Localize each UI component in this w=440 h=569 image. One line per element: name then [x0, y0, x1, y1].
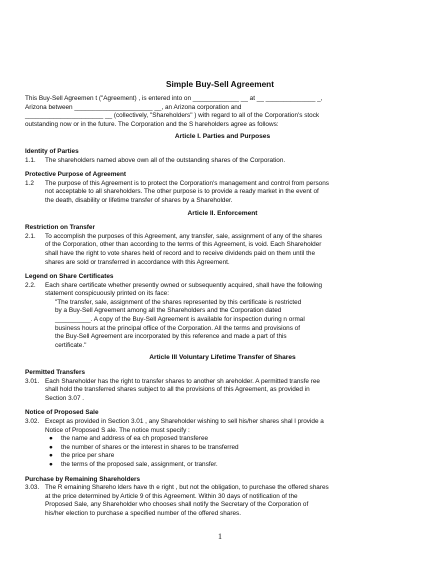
article-1-heading: Article I. Parties and Purposes	[174, 133, 271, 141]
intro-line: outstanding now or in the future. The Corporation and the S hareholders agree as follows:	[25, 120, 279, 128]
clause-text: Each Shareholder has the right to transfer shares to another sh areholder. A permitted transfe ree	[45, 377, 320, 385]
clause-number: 2.1.	[25, 232, 36, 240]
certificate-legend-quote: business hours at the principal office of the Corporation. All the terms and provisions of	[55, 324, 300, 332]
list-item-text: the terms of the proposed sale, assignment, or transfer.	[61, 460, 218, 468]
intro-line: This Buy-Sell Agreemen t ("Agreement) , is entered into on _____________ __ at __ ______________ _,	[25, 95, 323, 102]
bullet-icon: ●	[49, 435, 53, 443]
clause-text: shares are sold or transferred in accordance with this Agreement.	[45, 258, 230, 266]
clause-1-2	[25, 180, 420, 189]
clause-text: Proposed Sale, any Shareholder who chooses shall notify the Secretary of the Corporation of	[45, 501, 309, 509]
section-heading-protective: Protective Purpose of Agreement	[25, 171, 126, 179]
intro-line: ______________________ __ (collectively, "Shareholders" ) with regard to all of the Corporation's stock	[25, 112, 320, 120]
clause-number: 2.2.	[25, 281, 36, 289]
list-item-text: the name and address of ea ch proposed transferee	[61, 435, 209, 443]
clause-text: shall have the right to vote shares held of record and to receive dividends paid on them until the	[45, 249, 315, 257]
clause-2-1	[25, 233, 420, 242]
bullet-icon: ●	[49, 452, 53, 460]
certificate-legend-quote: "The transfer, sale, assignment of the shares represented by this certificate is restricted	[55, 298, 302, 306]
section-heading-purchase: Purchase by Remaining Shareholders	[25, 475, 141, 483]
clause-text: the death, disability or lifetime transfer of shares by a Shareholder.	[45, 196, 233, 204]
list-item	[25, 452, 420, 461]
bullet-icon: ●	[49, 443, 53, 451]
section-heading-notice: Notice of Proposed Sale	[25, 409, 99, 417]
clause-text: not acceptable to all shareholders. The other purpose is to provide a ready market in the event of	[45, 188, 319, 196]
clause-number: 3.01.	[25, 377, 40, 385]
clause-text: at the price determined by Article 9 of this Agreement. Within 30 days of notification of the	[45, 492, 298, 500]
document-title: Simple Buy-Sell Agreement	[165, 79, 275, 89]
certificate-legend-quote: __________. A copy of the Buy-Sell Agreement is available for inspection during n ormal	[55, 316, 305, 324]
page-number: 1	[218, 532, 222, 541]
intro-line: Arizona between ______________________ __, an Arizona corporation and	[25, 103, 242, 111]
clause-text: The purpose of this Agreement is to protect the Corporation's management and control from persons	[45, 179, 329, 187]
list-item	[25, 461, 420, 470]
list-item	[25, 444, 420, 453]
section-heading-legend: Legend on Share Certificates	[25, 273, 114, 281]
clause-text: Each share certificate whether presently owned or subsequently acquired, shall have the following	[45, 281, 323, 289]
certificate-legend-quote: certificate."	[55, 341, 87, 349]
clause-3-01	[25, 378, 420, 387]
clause-text: The shareholders named above own all of the outstanding shares of the Corporation.	[45, 156, 286, 164]
clause-text: of the Corporation, other than according to the terms of this Agreement, is void. Each Shareholder	[45, 241, 322, 249]
clause-text: Section 3.07 .	[45, 394, 85, 402]
section-heading-restriction: Restriction on Transfer	[25, 224, 95, 232]
clause-number: 3.03.	[25, 484, 40, 492]
clause-text: his/her election to purchase a specified number of the offered shares.	[45, 509, 241, 517]
article-2-heading: Article II. Enforcement	[187, 209, 258, 217]
clause-text: Notice of Proposed S ale. The notice must specify :	[45, 426, 190, 434]
list-item-text: the price per share	[61, 452, 115, 460]
clause-text: shall hold the transferred shares subject to all the provisions of this Agreement, as provided in	[45, 386, 310, 394]
list-item-text: the number of shares or the interest in shares to be transferred	[61, 443, 239, 451]
section-heading-permitted: Permitted Transfers	[25, 369, 86, 377]
clause-number: 1.1.	[25, 156, 36, 164]
certificate-legend-quote: by a Buy-Sell Agreement among all the Shareholders and the Corporation dated	[55, 307, 282, 315]
document-page	[25, 0, 420, 519]
bullet-icon: ●	[49, 460, 53, 468]
clause-1-1	[25, 157, 420, 166]
clause-number: 1.2	[25, 179, 34, 187]
section-heading-identity: Identity of Parties	[25, 147, 79, 155]
clause-text: The R emaining Shareho lders have th e right , but not the obligation, to purchase the offered shares	[45, 484, 329, 492]
clause-2-2	[25, 282, 420, 291]
certificate-legend-quote: the Buy-Sell Agreement are incorporated by this reference and made a part of this	[55, 333, 287, 341]
clause-text: To accomplish the purposes of this Agreement, any transfer, sale, assignment of any of the shares	[45, 232, 323, 240]
intro-paragraph	[25, 95, 420, 129]
clause-3-03	[25, 484, 420, 493]
clause-3-02	[25, 418, 420, 427]
clause-text: Except as provided in Section 3.01 , any Shareholder wishing to sell his/her shares shal l provide a	[45, 418, 324, 425]
list-item	[25, 435, 420, 444]
article-3-heading: Article III Voluntary Lifetime Transfer of Shares	[149, 354, 296, 362]
clause-text: statement conspicuously printed on its face:	[45, 290, 169, 298]
clause-number: 3.02.	[25, 418, 40, 425]
